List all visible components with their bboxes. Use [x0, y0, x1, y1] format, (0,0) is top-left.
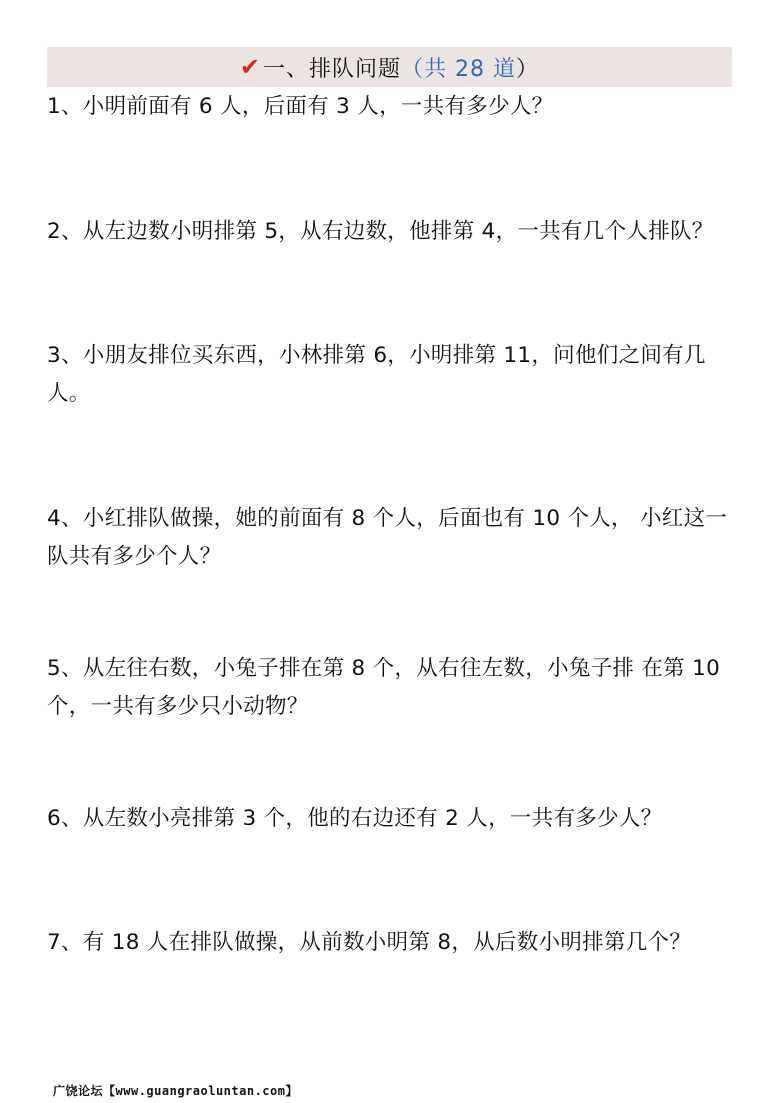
question-5: 5、从左往右数，小兔子排在第 8 个，从右往左数，小兔子排 在第 10 个，一共有多少只小动物？	[47, 656, 721, 719]
question-2: 2、从左边数小明排第 5，从右边数，他排第 4，一共有几个人排队？	[47, 219, 714, 244]
question-1: 1、小明前面有 6 人，后面有 3 人，一共有多少人？	[47, 94, 554, 119]
question-6: 6、从左数小亮排第 3 个，他的右边还有 2 人，一共有多少人？	[47, 806, 663, 831]
check-mark-icon: ✔	[239, 53, 262, 81]
footer-bracket-open: 【	[103, 1084, 116, 1098]
question-3: 3、小朋友排位买东西，小林排第 6，小明排第 11，问他们之间有几人。	[47, 343, 706, 406]
footer-bracket-close: 】	[285, 1084, 298, 1098]
footer-site-name: 广饶论坛	[53, 1084, 104, 1098]
question-count: 共 28 道	[424, 56, 517, 82]
footer-url: www.guangraoluntan.com	[115, 1084, 286, 1098]
question-7: 7、有 18 人在排队做操，从前数小明第 8，从后数小明排第几个？	[47, 930, 692, 955]
paren-open: （	[401, 56, 425, 82]
paren-close: ）	[516, 56, 540, 82]
question-4: 4、小红排队做操，她的前面有 8 个人，后面也有 10 个人， 小红这一队共有多少个人？	[47, 506, 728, 569]
section-header	[47, 47, 732, 87]
footer	[53, 1082, 298, 1099]
section-title: 一、排队问题	[263, 56, 402, 82]
